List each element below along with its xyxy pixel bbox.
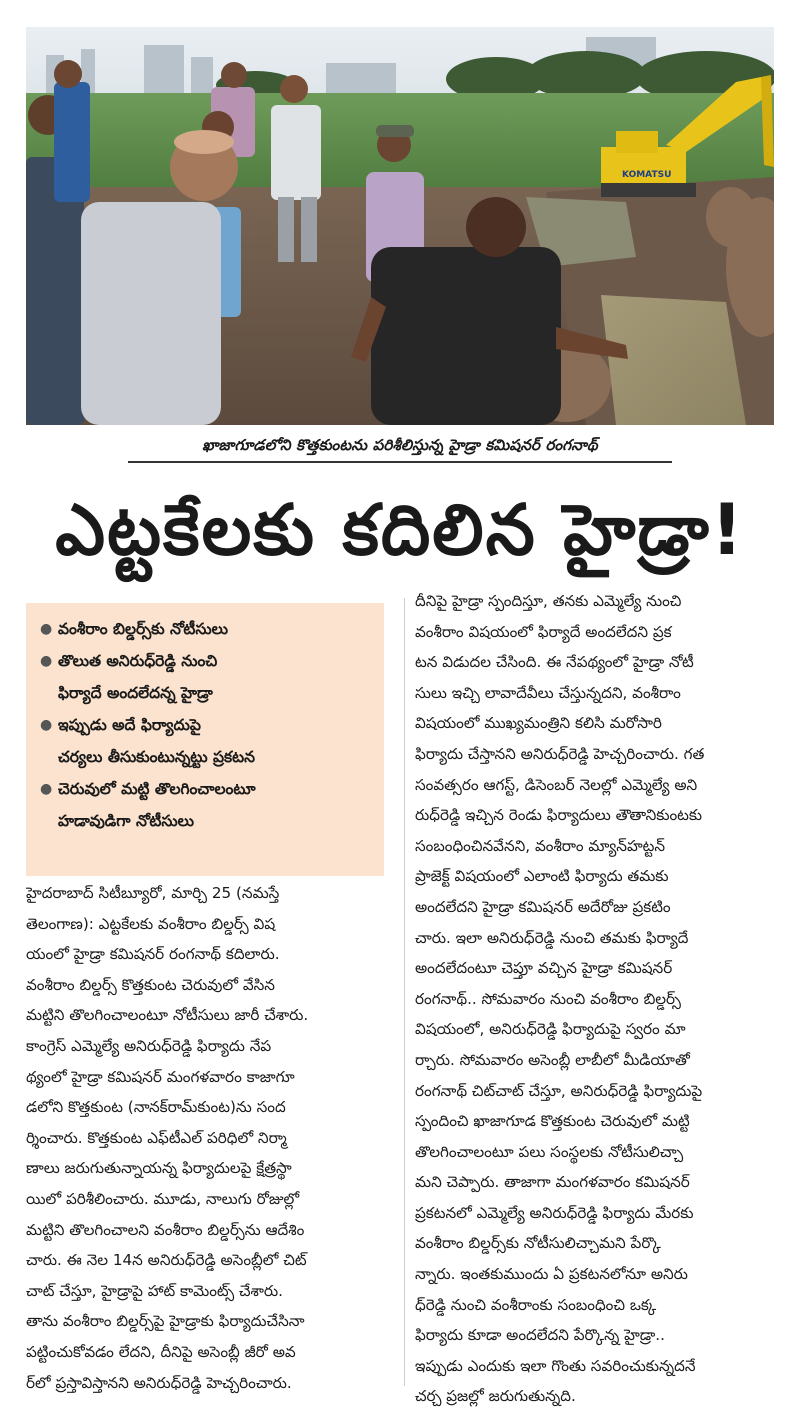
highlight-item [40,709,374,773]
body-line: వంశీరాం బిల్డర్స్‌కు నోటీసులిచ్చామని పేర్కొ [415,1234,661,1253]
bullet-icon: ● [40,621,53,637]
bullet-icon: ● [40,653,53,669]
body-line: చాట్ చేస్తూ, హైడ్రాపై హాట్ కామెంట్స్ చేశారు. [26,1281,284,1300]
highlight-line: వంశీరాం బిల్డర్స్‌కు నోటీసులు [58,620,228,638]
body-line: సులు ఇచ్చి లావాదేవీలు చేస్తున్నదని, వంశీరాం [415,683,681,702]
body-line: పట్టించుకోవడం లేదని, దీనిపై అసెంబ్లీ జీరో అవ [26,1342,296,1361]
body-line: మట్టిని తొలగించాలంటూ నోటీసులు జారీ చేశారు. [26,1006,309,1025]
body-line: ర్శించారు. కొత్తకుంట ఎఫ్‌టీఎల్ పరిధిలో నిర్మా [26,1128,287,1147]
highlight-line: ఫిర్యాదే అందలేదన్న హైడ్రా [58,684,213,702]
body-line: విషయంలో ముఖ్యమంత్రిని కలిసి మరోసారి [415,714,662,733]
body-line: సంవత్సరం ఆగస్ట్, డిసెంబర్ నెలల్లో ఎమ్మెల్యే అని [415,775,698,794]
body-line: ధ్‌రెడ్డి నుంచి వంశీరాంకు సంబంధించి ఒక్క [415,1295,657,1314]
body-line: చారు. ఇలా అనిరుధ్‌రెడ్డి నుంచి తమకు ఫిర్యాదే [415,928,689,947]
body-line: ఫిర్యాదు కూడా అందలేదని పేర్కొన్న హైడ్రా.. [415,1326,665,1345]
photo-caption: ఖాజాగూడలోని కొత్తకుంటను పరిశీలిస్తున్న హైడ్రా కమిషనర్ రంగనాథ్ [202,436,598,454]
site-inspection-photo [26,27,774,425]
highlight-line: హడావుడిగా నోటీసులు [58,812,194,830]
body-line: టన విడుదల చేసింది. ఈ నేపథ్యంలో హైడ్రా నోటీ [415,653,694,672]
body-line: ర్‌లో ప్రస్తావిస్తానని అనిరుధ్‌రెడ్డి హెచ్చరించారు. [26,1373,292,1392]
body-column-right [415,586,775,1412]
body-line: యిలో పరిశీలించారు. మూడు, నాలుగు రోజుల్లో [26,1189,300,1208]
body-line: స్పందించి ఖాజాగూడ కొత్తకుంట చెరువులో మట్టి [415,1112,690,1131]
bullet-icon: ● [40,781,53,797]
headline: ఎట్టకేలకు కదిలిన హైడ్రా! [55,489,745,571]
body-line: మట్టిని తొలగించాలని వంశీరాం బిల్డర్స్‌ను ఆదేశిం [26,1220,305,1239]
body-line: ప్రాజెక్ట్ విషయంలో ఎలాంటి ఫిర్యాదు తమకు [415,867,669,886]
body-line: ర్చారు. సోమవారం అసెంబ్లీ లాబీలో మీడియాతో [415,1050,690,1069]
body-line: తొలగించాలంటూ పలు సంస్థలకు నోటీసులిచ్చా [415,1142,684,1161]
body-line: డలోని కొత్తకుంట (నానక్‌రామ్‌కుంట)ను సంద [26,1098,286,1117]
highlight-item [40,613,374,645]
body-line: హైదరాబాద్ సిటీబ్యూరో, మార్చి 25 (నమస్తే [26,884,280,902]
bullet-icon: ● [40,717,53,733]
body-line: థ్యంలో హైడ్రా కమిషనర్ మంగళవారం కాజాగూ [26,1067,295,1086]
body-line: సంబంధించినవేనని, వంశీరాం మ్యాన్‌హట్టన్ [415,836,666,855]
highlight-item [40,645,374,709]
body-line: వంశీరాం విషయంలో ఫిర్యాదే అందలేదని ప్రక [415,622,672,641]
body-line: కాంగ్రెస్ ఎమ్మెల్యే అనిరుధ్‌రెడ్డి ఫిర్యాదు నేప [26,1036,272,1055]
body-line: అందలేదంటూ చెప్తూ వచ్చిన హైడ్రా కమిషనర్ [415,959,673,978]
body-line: ఫిర్యాదు చేస్తానని అనిరుధ్‌రెడ్డి హెచ్చరించారు. గత [415,744,705,763]
highlight-line: చర్యలు తీసుకుంటున్నట్టు ప్రకటన [58,748,255,766]
body-line: రంగనాథ్ చిట్‌చాట్ చేస్తూ, అనిరుధ్‌రెడ్డి ఫిర్యాదుపై [415,1081,703,1100]
body-line: చర్చ ప్రజల్లో జరుగుతున్నది. [415,1387,576,1406]
body-column-left [26,878,396,1398]
body-line: మని చెప్పారు. తాజాగా మంగళవారం కమిషనర్ [415,1173,690,1192]
body-line: తాను వంశీరాం బిల్డర్స్‌పై హైడ్రాకు ఫిర్యాదుచేసినా [26,1312,305,1331]
highlight-line: తొలుత అనిరుధ్‌రెడ్డి నుంచి [58,652,218,670]
highlights-box [26,603,384,876]
body-line: రంగనాథ్.. సోమవారం నుంచి వంశీరాం బిల్డర్స్ [415,989,681,1008]
body-line: చారు. ఈ నెల 14న అనిరుధ్‌రెడ్డి అసెంబ్లీలో చిట్ [26,1251,307,1270]
body-line: తెలంగాణ): ఎట్టకేలకు వంశీరాం బిల్డర్స్ విష [26,914,276,933]
column-divider [404,598,405,1386]
body-line: యంలో హైడ్రా కమిషనర్ రంగనాథ్ కదిలారు. [26,945,280,964]
body-line: రుధ్‌రెడ్డి ఇచ్చిన రెండు ఫిర్యాదులు తౌతానికుంటకు [415,806,703,825]
body-line: ణాలు జరుగుతున్నాయన్న ఫిర్యాదులపై క్షేత్రస్థా [26,1159,292,1178]
highlight-line: ఇప్పుడు అదే ఫిర్యాదుపై [58,716,201,734]
body-line: వంశీరాం బిల్డర్స్ కొత్తకుంట చెరువులో వేసిన [26,975,275,994]
excavator-brand: KOMATSU [622,170,672,180]
body-line: విషయంలో, అనిరుధ్‌రెడ్డి ఫిర్యాదుపై స్వరం మా [415,1020,686,1039]
body-line: దీనిపై హైడ్రా స్పందిస్తూ, తనకు ఎమ్మెల్యే నుంచి [415,592,682,610]
body-line: అందలేదని హైడ్రా కమిషనర్ అదేరోజు ప్రకటిం [415,897,671,916]
highlight-line: చెరువులో మట్టి తొలగించాలంటూ [58,780,256,798]
body-line: ఇప్పుడు ఎందుకు ఇలా గొంతు సవరించుకున్నదనే [415,1356,696,1375]
body-line: న్నారు. ఇంతకుముందు ఏ ప్రకటనలోనూ అనిరు [415,1265,688,1284]
caption-rule [128,461,672,463]
body-line: ప్రకటనలో ఎమ్మెల్యే అనిరుధ్‌రెడ్డి ఫిర్యాదు మేరకు [415,1203,694,1222]
news-photo [26,27,774,425]
highlight-item [40,773,374,837]
